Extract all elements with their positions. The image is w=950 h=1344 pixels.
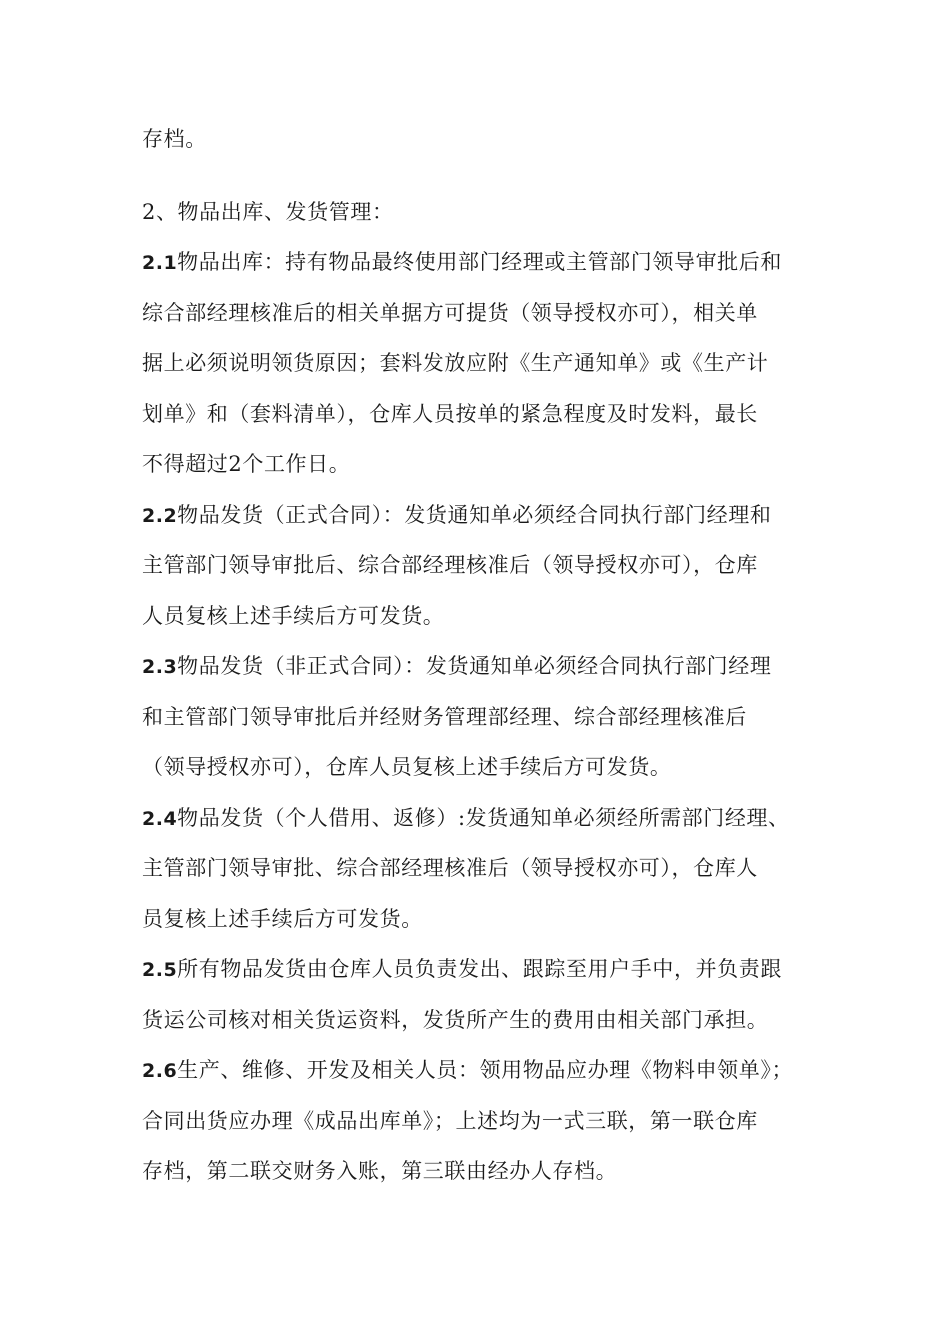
continuation-line: 存档。	[142, 127, 207, 151]
paragraph-line: 主管部门领导审批后、综合部经理核准后（领导授权亦可），仓库	[142, 553, 758, 577]
paragraph-2-2	[142, 490, 814, 642]
paragraph-number: 2.3	[142, 656, 178, 678]
paragraph-text: 生产、维修、开发及相关人员：领用物品应办理《物料申领单》；	[177, 1058, 794, 1082]
paragraph-number: 2.2	[142, 504, 178, 527]
paragraph-2-3	[142, 641, 814, 793]
paragraph-text: 物品发货（非正式合同）：发货通知单必须经合同执行部门经理	[177, 654, 772, 678]
spacer	[142, 165, 814, 187]
paragraph-line: （领导授权亦可），仓库人员复核上述手续后方可发货。	[142, 755, 672, 779]
paragraph-line	[142, 641, 814, 692]
document-body	[142, 114, 814, 1197]
paragraph-line	[142, 237, 814, 288]
paragraph-2-6	[142, 1045, 814, 1197]
paragraph-line: 人员复核上述手续后方可发货。	[142, 603, 445, 628]
paragraph-line: 不得超过2个工作日。	[142, 452, 351, 476]
paragraph-line: 据上必须说明领货原因；套料发放应附《生产通知单》或《生产计	[142, 351, 769, 375]
paragraph-2-1	[142, 237, 814, 490]
paragraph-text: 物品出库：持有物品最终使用部门经理或主管部门领导审批后和	[177, 250, 782, 274]
paragraph-text: 物品发货（个人借用、返修）:发货通知单必须经所需部门经理、	[177, 805, 790, 830]
paragraph-line: 综合部经理核准后的相关单据方可提货（领导授权亦可），相关单	[142, 300, 758, 325]
paragraph-line	[142, 490, 814, 541]
paragraph-line	[142, 944, 814, 995]
section-heading: 2、物品出库、发货管理：	[142, 199, 394, 224]
paragraph-number: 2.5	[142, 959, 178, 981]
paragraph-line	[142, 1045, 814, 1096]
paragraph-text: 所有物品发货由仓库人员负责发出、跟踪至用户手中，并负责跟	[177, 957, 782, 981]
paragraph-number: 2.6	[142, 1060, 178, 1082]
paragraph-line: 员复核上述手续后方可发货。	[142, 906, 423, 931]
paragraph-line	[142, 793, 814, 844]
paragraph-number: 2.4	[142, 807, 178, 830]
paragraph-line: 合同出货应办理《成品出库单》；上述均为一式三联，第一联仓库	[142, 1108, 758, 1133]
paragraph-text: 物品发货（正式合同）：发货通知单必须经合同执行部门经理和	[177, 502, 772, 527]
paragraph-line: 和主管部门领导审批后并经财务管理部经理、综合部经理核准后	[142, 704, 747, 729]
paragraph-line: 存档，第二联交财务入账，第三联由经办人存档。	[142, 1159, 618, 1183]
paragraph-2-5	[142, 944, 814, 1045]
paragraph-line: 划单》和（套料清单），仓库人员按单的紧急程度及时发料，最长	[142, 401, 758, 426]
paragraph-line: 主管部门领导审批、综合部经理核准后（领导授权亦可），仓库人	[142, 856, 758, 880]
paragraph-2-4	[142, 793, 814, 945]
paragraph-line: 货运公司核对相关货运资料，发货所产生的费用由相关部门承担。	[142, 1007, 769, 1032]
paragraph-number: 2.1	[142, 252, 178, 274]
